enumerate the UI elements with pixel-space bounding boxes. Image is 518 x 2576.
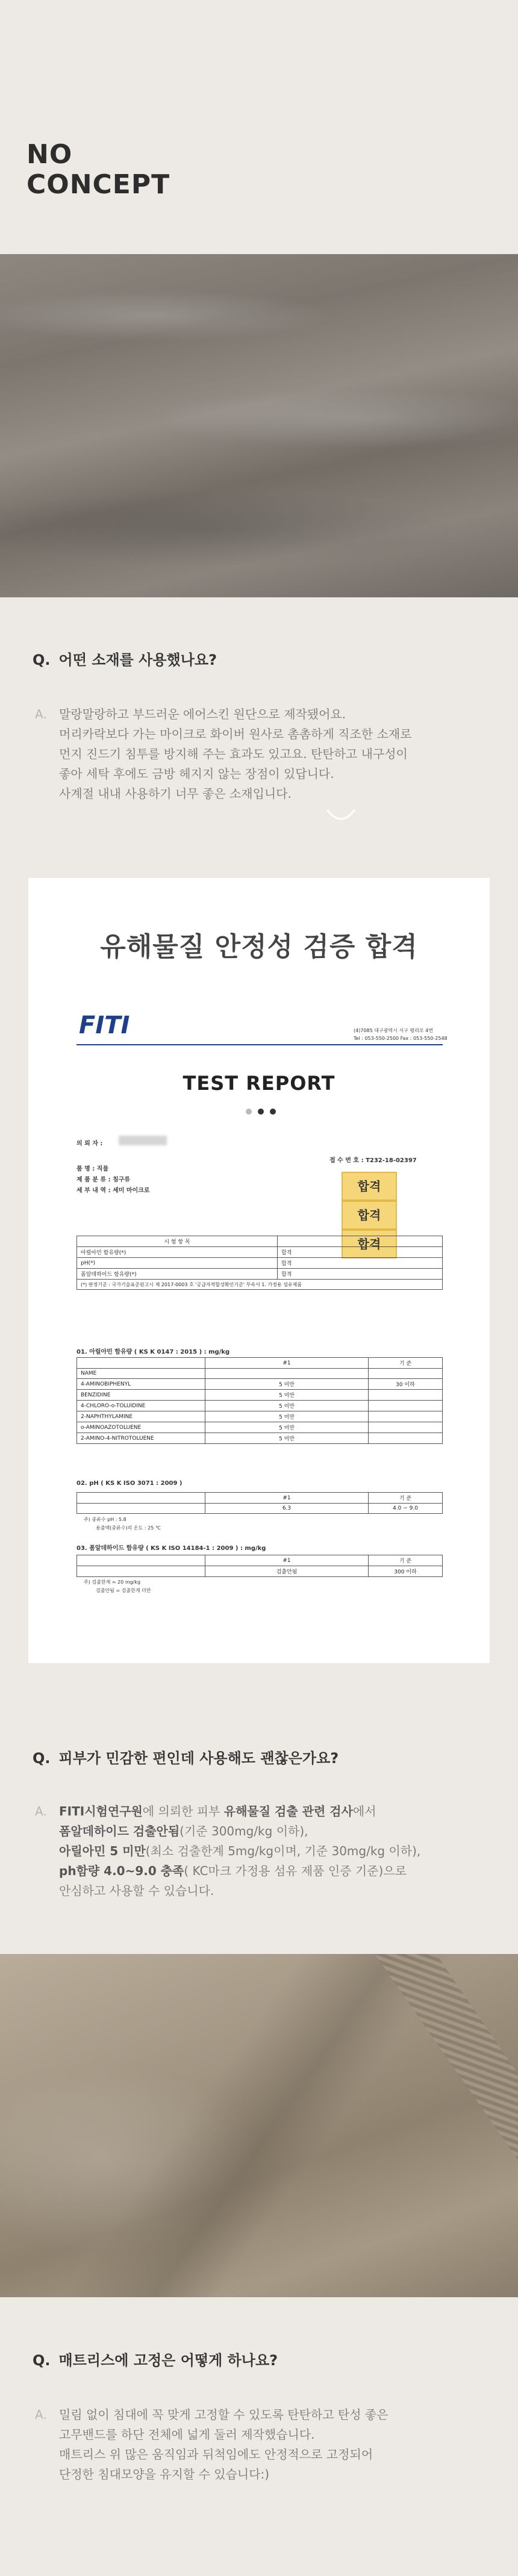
header-address: (4)7085 대구광역시 서구 평리로 4번	[354, 1028, 433, 1033]
brand-line-1: NO	[27, 139, 73, 170]
answer-line: 좋아 세탁 후에도 금방 헤지지 않는 장점이 있답니다.	[59, 767, 334, 781]
faq-answer-3	[35, 2405, 493, 2484]
q-mark: Q.	[33, 1750, 51, 1767]
a-mark: A.	[35, 1804, 47, 1818]
carousel-dots	[243, 1106, 279, 1117]
answer-line: 먼지 진드기 침투를 방지해 주는 효과도 있고요. 탄탄하고 내구성이	[59, 747, 408, 761]
q-mark: Q.	[33, 2352, 51, 2369]
smile-icon	[323, 794, 359, 830]
carousel-dot[interactable]	[258, 1109, 264, 1115]
faq-answer-1	[35, 705, 493, 804]
answer-line: 사계절 내내 사용하기 너무 좋은 소재입니다.	[59, 786, 292, 801]
answer-line: ph함량 4.0~9.0 충족( KC마크 가정용 섬유 제품 인증 기준)으로	[59, 1864, 407, 1878]
summary-header: 시 험 항 목	[77, 1236, 278, 1247]
pass-stamp: 합격	[342, 1172, 397, 1201]
ph-table: #1 기 준 6.3 4.0 ~ 9.0	[76, 1492, 443, 1514]
fabric-photo	[0, 254, 518, 597]
ph-note: 주) 중류수 pH : 5.8	[84, 1517, 126, 1522]
report-heading: 유해물질 안정성 검증 합격	[100, 932, 418, 962]
pass-stamp: 합격	[342, 1230, 397, 1258]
summary-note: (*) 판정기준 : 국가기술표준원고시 제 2017-0003 호 '공급자적합성확인기준' 부속서 1. 가정용 섬유제품	[77, 1280, 443, 1290]
summary-item: 아릴아민 함유량(*)	[77, 1247, 278, 1258]
test-report-card	[28, 878, 490, 1663]
a-mark: A.	[35, 2407, 47, 2422]
summary-item: pH(*)	[77, 1258, 278, 1269]
brand-title	[27, 140, 170, 200]
answer-line: 폼알데하이드 검출안됨(기준 300mg/kg 이하),	[59, 1824, 308, 1838]
fiti-logo: FITI	[79, 1012, 130, 1039]
summary-result: 합격	[278, 1247, 443, 1258]
category-label: 제 품 분 류 : 침구류	[76, 1177, 131, 1183]
faq-question-3	[33, 2348, 278, 2369]
faq-answer-2	[35, 1802, 493, 1901]
client-label: 의 뢰 자 :	[76, 1140, 103, 1147]
arylamine-table: #1 기 준 NAME 4-AMINOBIPHENYL 5 미만 30 이하 BENZIDINE 5 미만 4-CHLORO-o-TOLUIDINE 5 미만 2-NAPHTHYLAMINE 5 미만 o-AMINOAZOTOLUENE 5 미만 2-AMINO-4-NITROTOLUENE 5 미만	[76, 1357, 443, 1444]
answer-line: 안심하고 사용할 수 있습니다.	[59, 1884, 214, 1898]
header-divider	[76, 1044, 443, 1045]
answer-line: 아릴아민 5 미만(최소 검출한계 5mg/kg이며, 기준 30mg/kg 이하),	[59, 1844, 421, 1858]
redacted-client	[119, 1136, 167, 1145]
receipt-number: 접 수 번 호 : T232-18-02397	[329, 1157, 417, 1164]
formaldehyde-note: 검출안됨 = 검출한계 미만	[96, 1588, 151, 1593]
brand-line-2: CONCEPT	[27, 169, 170, 200]
section-1-title: 01. 아릴아민 함유량 ( KS K 0147 : 2015 ) : mg/kg	[76, 1349, 230, 1355]
summary-result: 합격	[278, 1269, 443, 1280]
a-mark: A.	[35, 707, 47, 721]
question-text: 매트리스에 고정은 어떻게 하나요?	[58, 2352, 278, 2369]
summary-result: 합격	[278, 1258, 443, 1269]
formaldehyde-table: #1 기 준 검출안됨 300 이하	[76, 1555, 443, 1577]
detail-label: 세 부 내 역 : 세미 마이크로	[76, 1187, 150, 1194]
question-text: 피부가 민감한 편인데 사용해도 괜찮은가요?	[58, 1750, 339, 1767]
answer-line: FITI시험연구원에 의뢰한 피부 유해물질 검출 관련 검사에서	[59, 1804, 376, 1818]
ph-note: 용출액(중류수)의 온도 : 25 ℃	[96, 1525, 161, 1531]
carousel-dot[interactable]	[270, 1109, 276, 1115]
carousel-dot[interactable]	[246, 1109, 252, 1115]
summary-item: 폼알데하이드 함유량(*)	[77, 1269, 278, 1280]
answer-line: 매트리스 위 많은 움직임과 뒤척임에도 안정적으로 고정되어	[59, 2447, 373, 2462]
answer-line: 고무밴드를 하단 전체에 넓게 둘러 제작했습니다.	[59, 2427, 315, 2442]
item-label: 품 명 : 직물	[76, 1166, 109, 1172]
header-contact: Tel : 053-550-2500 Fax : 053-550-2548	[354, 1036, 448, 1041]
answer-line: 말랑말랑하고 부드러운 에어스킨 원단으로 제작됐어요.	[59, 707, 346, 721]
faq-question-2	[33, 1746, 339, 1767]
formaldehyde-note: 주) 검출한계 = 20 mg/kg	[84, 1579, 141, 1585]
question-text: 어떤 소재를 사용했나요?	[58, 652, 217, 668]
q-mark: Q.	[33, 652, 51, 668]
answer-line: 밀림 없이 침대에 꼭 맞게 고정할 수 있도록 탄탄하고 탄성 좋은	[59, 2407, 388, 2422]
pass-stamp: 합격	[342, 1201, 397, 1230]
summary-table	[76, 1236, 443, 1290]
faq-question-1	[33, 648, 217, 669]
report-doc-title: TEST REPORT	[183, 1072, 335, 1095]
section-2-title: 02. pH ( KS K ISO 3071 : 2009 )	[76, 1480, 183, 1487]
answer-line: 머리카락보다 가는 마이크로 화이버 원사로 촘촘하게 직조한 소재로	[59, 727, 412, 741]
section-3-title: 03. 폼알데하이드 함유량 ( KS K ISO 14184-1 : 2009 ) : mg/kg	[76, 1545, 266, 1552]
answer-line: 단정한 침대모양을 유지할 수 있습니다:)	[59, 2467, 270, 2481]
